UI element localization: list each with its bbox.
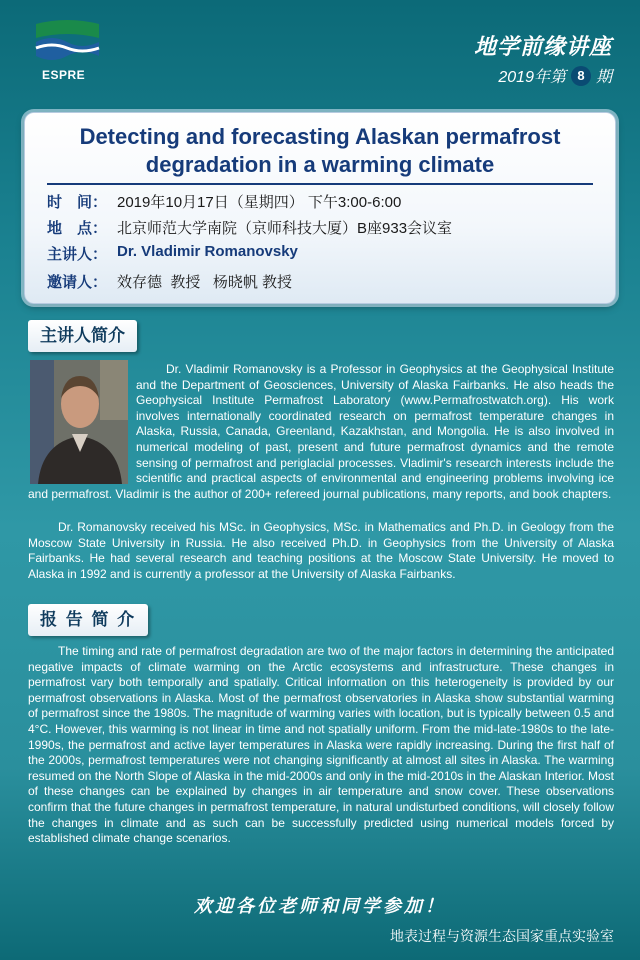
- speaker-row: [47, 243, 298, 264]
- title-divider: [47, 183, 593, 185]
- bio-heading: 主讲人简介: [28, 320, 137, 352]
- host-row: [47, 271, 292, 292]
- bio-paragraph-1: [28, 362, 614, 502]
- talk-title-line1: Detecting and forecasting Alaskan permafrost: [79, 124, 561, 149]
- time-value: 2019年10月17日（星期四） 下午3:00-6:00: [117, 194, 402, 211]
- lab-name: 地表过程与资源生态国家重点实验室: [390, 928, 614, 944]
- issue-prefix: 2019年第: [498, 69, 566, 86]
- photo-spacer: [28, 362, 136, 484]
- welcome-message: 欢迎各位老师和同学参加！: [194, 896, 446, 916]
- time-row: [47, 191, 401, 212]
- bio-text-1: Dr. Vladimir Romanovsky is a Professor in Geophysics at the Geophysical Institute and the Department of Geosciences, University of Alaska Fairbanks. He also heads the Geophysical Institute Permafrost Laboratory (www.Permafrostwatch.org). His work involves internationally coordinated research on permafrost temperature changes in Alaska, Russia, Canada, Greenland, Kazakhstan, and Mongolia. He is also involved in numerical modeling of past, present and future permafrost dynamics and the remote sensing of permafrost and periglacial processes. Vladimir's research interests include the scientific and practical aspects of environmental and engineering problems involving ice and permafrost. Vladimir is the author of 200+ refereed journal publications, many reports, and book chapters.: [28, 362, 614, 501]
- speaker-value: Dr. Vladimir Romanovsky: [117, 243, 298, 260]
- place-row: [47, 217, 452, 238]
- report-abstract: The timing and rate of permafrost degradation are two of the major factors in determining the anticipated negative impacts of climate warming on the Arctic ecosystems and infrastructure. These changes in permafrost vary both temporally and spatially. Critical information on this heterogeneity is provided by our permafrost observations in Alaska. Most of the permafrost observatories in Alaska show substantial warming of permafrost since the 1980s. The magnitude of warming varies with location, but is typically between 0.5 and 4°C. However, this warming is not linear in time and not spatially uniform. From the mid-late-1980s to the late-1990s, the permafrost and active layer temperatures in Alaska were rapidly increasing. During the first half of the 2000s, permafrost temperatures were not changing significantly at almost all sites in Alaska. The warming resumed on the North Slope of Alaska in the mid-2000s and only in the mid-2010s in the Alaskan Interior. Most of these changes can be explained by changes in air temperature and snow cover. These observations confirm that the future changes in permafrost temperature, in natural undisturbed conditions, will closely follow the changes in climate and as such can be successfully predicted using numerical models forced by established climate change scenarios.: [28, 644, 614, 846]
- host-label: 邀请人：: [47, 274, 108, 291]
- place-label: 地 点：: [47, 220, 108, 237]
- talk-title: [35, 123, 605, 179]
- report-heading: 报 告 简 介: [28, 604, 148, 636]
- logo-text: ESPRE: [42, 68, 86, 82]
- logo-wave-icon: [30, 18, 105, 68]
- bio-paragraph-2: Dr. Romanovsky received his MSc. in Geophysics, MSc. in Mathematics and Ph.D. in Geology from the Moscow State University in Russia. He also received Ph.D. in Geophysics from the University of Alaska Fairbanks. He had several research and teaching positions at the Moscow State University. He moved to Alaska in 1992 and is currently a professor at the University of Alaska Fairbanks.: [28, 520, 614, 581]
- issue-suffix: 期: [595, 69, 612, 86]
- talk-title-line2: degradation in a warming climate: [145, 152, 495, 177]
- talk-info-card: [24, 112, 616, 304]
- time-label: 时 间：: [47, 194, 108, 211]
- series-issue: [498, 64, 612, 87]
- place-value: 北京师范大学南院（京师科技大厦）B座933会议室: [117, 220, 453, 237]
- issue-number-badge: 8: [571, 66, 591, 86]
- series-title: 地学前缘讲座: [473, 34, 612, 59]
- host-value: 效存德 教授 杨晓帆 教授: [117, 274, 293, 291]
- speaker-label: 主讲人：: [47, 246, 108, 263]
